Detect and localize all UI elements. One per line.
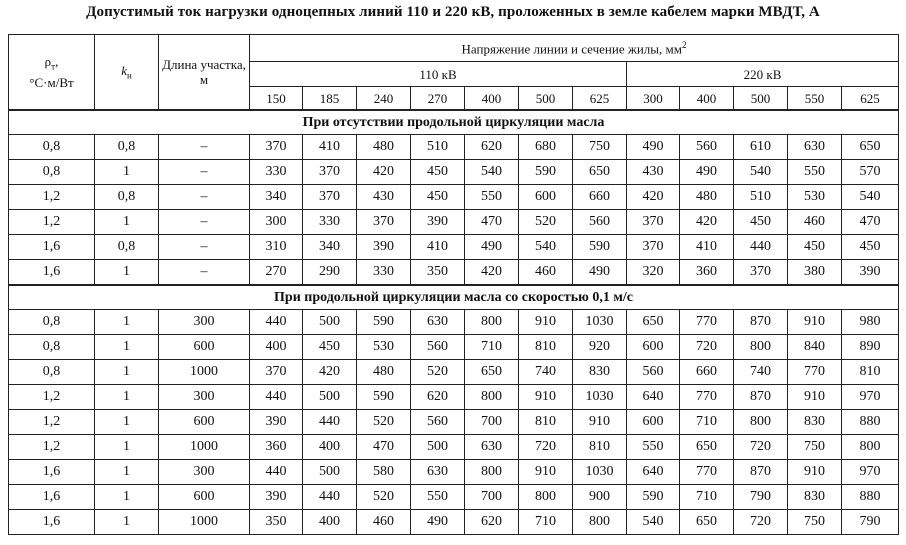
cell-current: 1030: [573, 460, 627, 485]
cell-current: 330: [357, 260, 411, 286]
cell-current: 420: [465, 260, 519, 286]
cell-current: 910: [519, 460, 573, 485]
cell-current: 590: [519, 160, 573, 185]
cell-current: 650: [465, 360, 519, 385]
cell-current: 350: [250, 510, 303, 535]
cell-current: 660: [573, 185, 627, 210]
section-title: При отсутствии продольной циркуляции масла: [9, 110, 899, 135]
cell-current: 580: [357, 460, 411, 485]
cell-rho: 1,6: [9, 460, 95, 485]
cell-current: 500: [303, 460, 357, 485]
cell-current: 430: [357, 185, 411, 210]
table-row: [9, 510, 899, 535]
table-row: [9, 385, 899, 410]
voltage-sup: 2: [681, 39, 687, 50]
cell-current: 600: [627, 335, 680, 360]
header-220kv: 220 кВ: [627, 62, 899, 87]
cell-k: 1: [95, 360, 159, 385]
cell-current: 660: [680, 360, 734, 385]
cell-current: 270: [250, 260, 303, 286]
cell-current: 910: [573, 410, 627, 435]
cell-current: 800: [734, 410, 788, 435]
cell-current: 790: [734, 485, 788, 510]
section-110-header: 625: [573, 87, 627, 111]
cell-current: 710: [680, 485, 734, 510]
cell-current: 650: [680, 510, 734, 535]
cell-current: 400: [303, 435, 357, 460]
cell-length: 600: [159, 410, 250, 435]
cell-current: 720: [734, 435, 788, 460]
k-subscript: н: [126, 70, 132, 81]
cell-current: 830: [573, 360, 627, 385]
cell-current: 790: [842, 510, 899, 535]
cell-current: 490: [411, 510, 465, 535]
header-110kv: 110 кВ: [250, 62, 627, 87]
table-row: [9, 435, 899, 460]
cell-current: 600: [627, 410, 680, 435]
cell-current: 630: [411, 310, 465, 335]
table-row: [9, 460, 899, 485]
cell-current: 800: [519, 485, 573, 510]
cell-current: 440: [734, 235, 788, 260]
rho-unit: °С·м/Вт: [29, 74, 74, 90]
cell-current: 750: [788, 435, 842, 460]
cell-current: 590: [627, 485, 680, 510]
cell-current: 770: [680, 460, 734, 485]
cell-current: 500: [303, 310, 357, 335]
section-110-header: 185: [303, 87, 357, 111]
cell-current: 460: [357, 510, 411, 535]
cell-current: 800: [465, 460, 519, 485]
section-220-header: 625: [842, 87, 899, 111]
cell-current: 460: [788, 210, 842, 235]
cell-current: 470: [465, 210, 519, 235]
cell-current: 600: [519, 185, 573, 210]
cell-current: 900: [573, 485, 627, 510]
cell-current: 460: [519, 260, 573, 286]
table-row: [9, 410, 899, 435]
cell-current: 560: [627, 360, 680, 385]
cell-current: 450: [788, 235, 842, 260]
cell-k: 1: [95, 260, 159, 286]
cell-current: 650: [627, 310, 680, 335]
cell-current: 640: [627, 460, 680, 485]
cell-current: 560: [411, 335, 465, 360]
cell-current: 360: [250, 435, 303, 460]
cell-current: 750: [788, 510, 842, 535]
section-title: При продольной циркуляции масла со скоростью 0,1 м/с: [9, 285, 899, 310]
cell-length: 1000: [159, 435, 250, 460]
cell-current: 590: [357, 310, 411, 335]
cell-length: –: [159, 260, 250, 286]
cell-current: 770: [788, 360, 842, 385]
cell-k: 1: [95, 310, 159, 335]
cell-current: 750: [573, 135, 627, 160]
cell-current: 530: [788, 185, 842, 210]
cell-current: 290: [303, 260, 357, 286]
cell-current: 720: [519, 435, 573, 460]
cell-current: 630: [411, 460, 465, 485]
cell-rho: 1,2: [9, 435, 95, 460]
cell-current: 320: [627, 260, 680, 286]
cell-current: 810: [573, 435, 627, 460]
cell-current: 450: [303, 335, 357, 360]
cell-rho: 0,8: [9, 160, 95, 185]
table-row: [9, 160, 899, 185]
cell-rho: 1,6: [9, 260, 95, 286]
cell-current: 350: [411, 260, 465, 286]
cell-current: 510: [734, 185, 788, 210]
cell-current: 420: [357, 160, 411, 185]
cell-current: 370: [734, 260, 788, 286]
section-110-header: 270: [411, 87, 465, 111]
cell-current: 720: [680, 335, 734, 360]
cell-current: 720: [734, 510, 788, 535]
cell-current: 880: [842, 485, 899, 510]
cell-current: 440: [303, 410, 357, 435]
cell-current: 330: [250, 160, 303, 185]
cell-length: –: [159, 135, 250, 160]
cell-current: 810: [842, 360, 899, 385]
cell-current: 380: [788, 260, 842, 286]
cell-current: 490: [573, 260, 627, 286]
cell-current: 630: [788, 135, 842, 160]
cell-current: 910: [519, 385, 573, 410]
section-220-header: 500: [734, 87, 788, 111]
cell-current: 890: [842, 335, 899, 360]
table-row: [9, 335, 899, 360]
cell-current: 410: [411, 235, 465, 260]
cell-length: 600: [159, 485, 250, 510]
cell-current: 830: [788, 410, 842, 435]
header-length: Длина участка, м: [159, 35, 250, 111]
cell-k: 1: [95, 210, 159, 235]
cell-current: 470: [357, 435, 411, 460]
cell-current: 870: [734, 310, 788, 335]
cell-rho: 1,6: [9, 510, 95, 535]
cell-k: 1: [95, 335, 159, 360]
cell-k: 1: [95, 460, 159, 485]
cell-current: 520: [519, 210, 573, 235]
cell-current: 680: [519, 135, 573, 160]
cell-current: 370: [357, 210, 411, 235]
cell-current: 480: [680, 185, 734, 210]
cell-current: 800: [842, 435, 899, 460]
cell-current: 470: [842, 210, 899, 235]
table-row: [9, 310, 899, 335]
cell-current: 430: [627, 160, 680, 185]
section-220-header: 300: [627, 87, 680, 111]
cell-current: 1030: [573, 385, 627, 410]
current-table: [8, 34, 899, 535]
cell-current: 620: [411, 385, 465, 410]
cell-current: 480: [357, 360, 411, 385]
cell-length: –: [159, 235, 250, 260]
cell-current: 910: [519, 310, 573, 335]
cell-current: 370: [303, 160, 357, 185]
cell-current: 480: [357, 135, 411, 160]
cell-current: 800: [465, 385, 519, 410]
cell-current: 410: [680, 235, 734, 260]
cell-current: 440: [250, 385, 303, 410]
table-row: [9, 235, 899, 260]
cell-current: 570: [842, 160, 899, 185]
header-voltage: [250, 35, 899, 62]
cell-current: 710: [680, 410, 734, 435]
cell-current: 450: [411, 185, 465, 210]
table-row: [9, 260, 899, 286]
cell-current: 390: [411, 210, 465, 235]
cell-rho: 0,8: [9, 135, 95, 160]
cell-current: 810: [519, 410, 573, 435]
cell-current: 550: [465, 185, 519, 210]
cell-current: 870: [734, 460, 788, 485]
cell-rho: 1,2: [9, 385, 95, 410]
cell-current: 520: [411, 360, 465, 385]
cell-current: 800: [465, 310, 519, 335]
cell-current: 300: [250, 210, 303, 235]
cell-current: 530: [357, 335, 411, 360]
table-row: [9, 360, 899, 385]
cell-current: 590: [573, 235, 627, 260]
cell-rho: 1,2: [9, 210, 95, 235]
cell-current: 710: [465, 335, 519, 360]
cell-k: 0,8: [95, 135, 159, 160]
table-body: [9, 110, 899, 535]
cell-rho: 0,8: [9, 335, 95, 360]
cell-current: 640: [627, 385, 680, 410]
cell-current: 370: [250, 135, 303, 160]
cell-current: 630: [465, 435, 519, 460]
cell-length: –: [159, 185, 250, 210]
cell-current: 610: [734, 135, 788, 160]
cell-k: 1: [95, 510, 159, 535]
cell-current: 330: [303, 210, 357, 235]
cell-current: 770: [680, 310, 734, 335]
cell-current: 340: [303, 235, 357, 260]
cell-current: 550: [411, 485, 465, 510]
table-row: [9, 485, 899, 510]
cell-length: 1000: [159, 510, 250, 535]
cell-current: 880: [842, 410, 899, 435]
cell-k: 1: [95, 160, 159, 185]
cell-rho: 1,2: [9, 185, 95, 210]
cell-current: 560: [573, 210, 627, 235]
cell-current: 540: [734, 160, 788, 185]
table-row: [9, 185, 899, 210]
cell-current: 550: [788, 160, 842, 185]
cell-length: –: [159, 160, 250, 185]
cell-current: 360: [680, 260, 734, 286]
cell-current: 410: [303, 135, 357, 160]
cell-current: 500: [411, 435, 465, 460]
cell-current: 1030: [573, 310, 627, 335]
cell-current: 700: [465, 410, 519, 435]
cell-current: 870: [734, 385, 788, 410]
cell-current: 620: [465, 510, 519, 535]
cell-current: 560: [411, 410, 465, 435]
cell-k: 1: [95, 435, 159, 460]
cell-rho: 1,6: [9, 485, 95, 510]
cell-current: 440: [303, 485, 357, 510]
page-title: Допустимый ток нагрузки одноцепных линий 110 и 220 кВ, проложенных в земле кабелем марки МВДТ, А: [86, 4, 820, 20]
cell-current: 540: [627, 510, 680, 535]
cell-current: 520: [357, 410, 411, 435]
cell-current: 490: [465, 235, 519, 260]
cell-length: –: [159, 210, 250, 235]
cell-current: 450: [734, 210, 788, 235]
cell-current: 450: [842, 235, 899, 260]
cell-current: 920: [573, 335, 627, 360]
cell-current: 390: [357, 235, 411, 260]
table-row: [9, 135, 899, 160]
voltage-label: Напряжение линии и сечение жилы, мм: [461, 41, 682, 57]
cell-length: 600: [159, 335, 250, 360]
header-rho: [9, 35, 95, 111]
cell-current: 540: [519, 235, 573, 260]
cell-current: 370: [627, 235, 680, 260]
cell-rho: 0,8: [9, 360, 95, 385]
cell-current: 800: [734, 335, 788, 360]
cell-length: 300: [159, 310, 250, 335]
cell-current: 980: [842, 310, 899, 335]
cell-current: 800: [573, 510, 627, 535]
cell-current: 540: [465, 160, 519, 185]
cell-current: 450: [411, 160, 465, 185]
cell-length: 300: [159, 460, 250, 485]
cell-current: 440: [250, 460, 303, 485]
section-110-header: 240: [357, 87, 411, 111]
cell-current: 420: [680, 210, 734, 235]
cell-rho: 1,2: [9, 410, 95, 435]
section-110-header: 150: [250, 87, 303, 111]
cell-current: 400: [250, 335, 303, 360]
header-k: [95, 35, 159, 111]
cell-current: 520: [357, 485, 411, 510]
cell-current: 910: [788, 310, 842, 335]
cell-current: 770: [680, 385, 734, 410]
cell-current: 340: [250, 185, 303, 210]
cell-current: 560: [680, 135, 734, 160]
cell-current: 840: [788, 335, 842, 360]
cell-rho: 0,8: [9, 310, 95, 335]
section-220-header: 550: [788, 87, 842, 111]
rho-subscript: т: [51, 61, 56, 72]
section-220-header: 400: [680, 87, 734, 111]
cell-k: 1: [95, 410, 159, 435]
cell-current: 390: [842, 260, 899, 286]
cell-current: 370: [627, 210, 680, 235]
cell-current: 710: [519, 510, 573, 535]
cell-current: 830: [788, 485, 842, 510]
cell-current: 650: [573, 160, 627, 185]
cell-current: 810: [519, 335, 573, 360]
cell-k: 1: [95, 385, 159, 410]
cell-current: 440: [250, 310, 303, 335]
cell-current: 700: [465, 485, 519, 510]
cell-current: 590: [357, 385, 411, 410]
cell-current: 390: [250, 485, 303, 510]
cell-current: 370: [303, 185, 357, 210]
cell-k: 1: [95, 485, 159, 510]
cell-current: 650: [842, 135, 899, 160]
cell-current: 400: [303, 510, 357, 535]
cell-current: 650: [680, 435, 734, 460]
cell-length: 300: [159, 385, 250, 410]
cell-length: 1000: [159, 360, 250, 385]
cell-current: 970: [842, 385, 899, 410]
cell-current: 490: [680, 160, 734, 185]
cell-current: 420: [303, 360, 357, 385]
cell-rho: 1,6: [9, 235, 95, 260]
cell-current: 620: [465, 135, 519, 160]
k-symbol: k: [121, 62, 127, 78]
cell-current: 490: [627, 135, 680, 160]
cell-current: 910: [788, 385, 842, 410]
cell-current: 510: [411, 135, 465, 160]
cell-current: 540: [842, 185, 899, 210]
rho-symbol: ρ: [44, 54, 52, 70]
rho-comma: ,: [55, 54, 59, 70]
cell-current: 970: [842, 460, 899, 485]
cell-current: 740: [734, 360, 788, 385]
table-header: [9, 35, 899, 111]
cell-k: 0,8: [95, 235, 159, 260]
cell-current: 550: [627, 435, 680, 460]
cell-current: 390: [250, 410, 303, 435]
cell-current: 500: [303, 385, 357, 410]
cell-current: 370: [250, 360, 303, 385]
cell-current: 910: [788, 460, 842, 485]
section-110-header: 500: [519, 87, 573, 111]
cell-k: 0,8: [95, 185, 159, 210]
cell-current: 740: [519, 360, 573, 385]
cell-current: 310: [250, 235, 303, 260]
table-row: [9, 210, 899, 235]
section-110-header: 400: [465, 87, 519, 111]
cell-current: 420: [627, 185, 680, 210]
